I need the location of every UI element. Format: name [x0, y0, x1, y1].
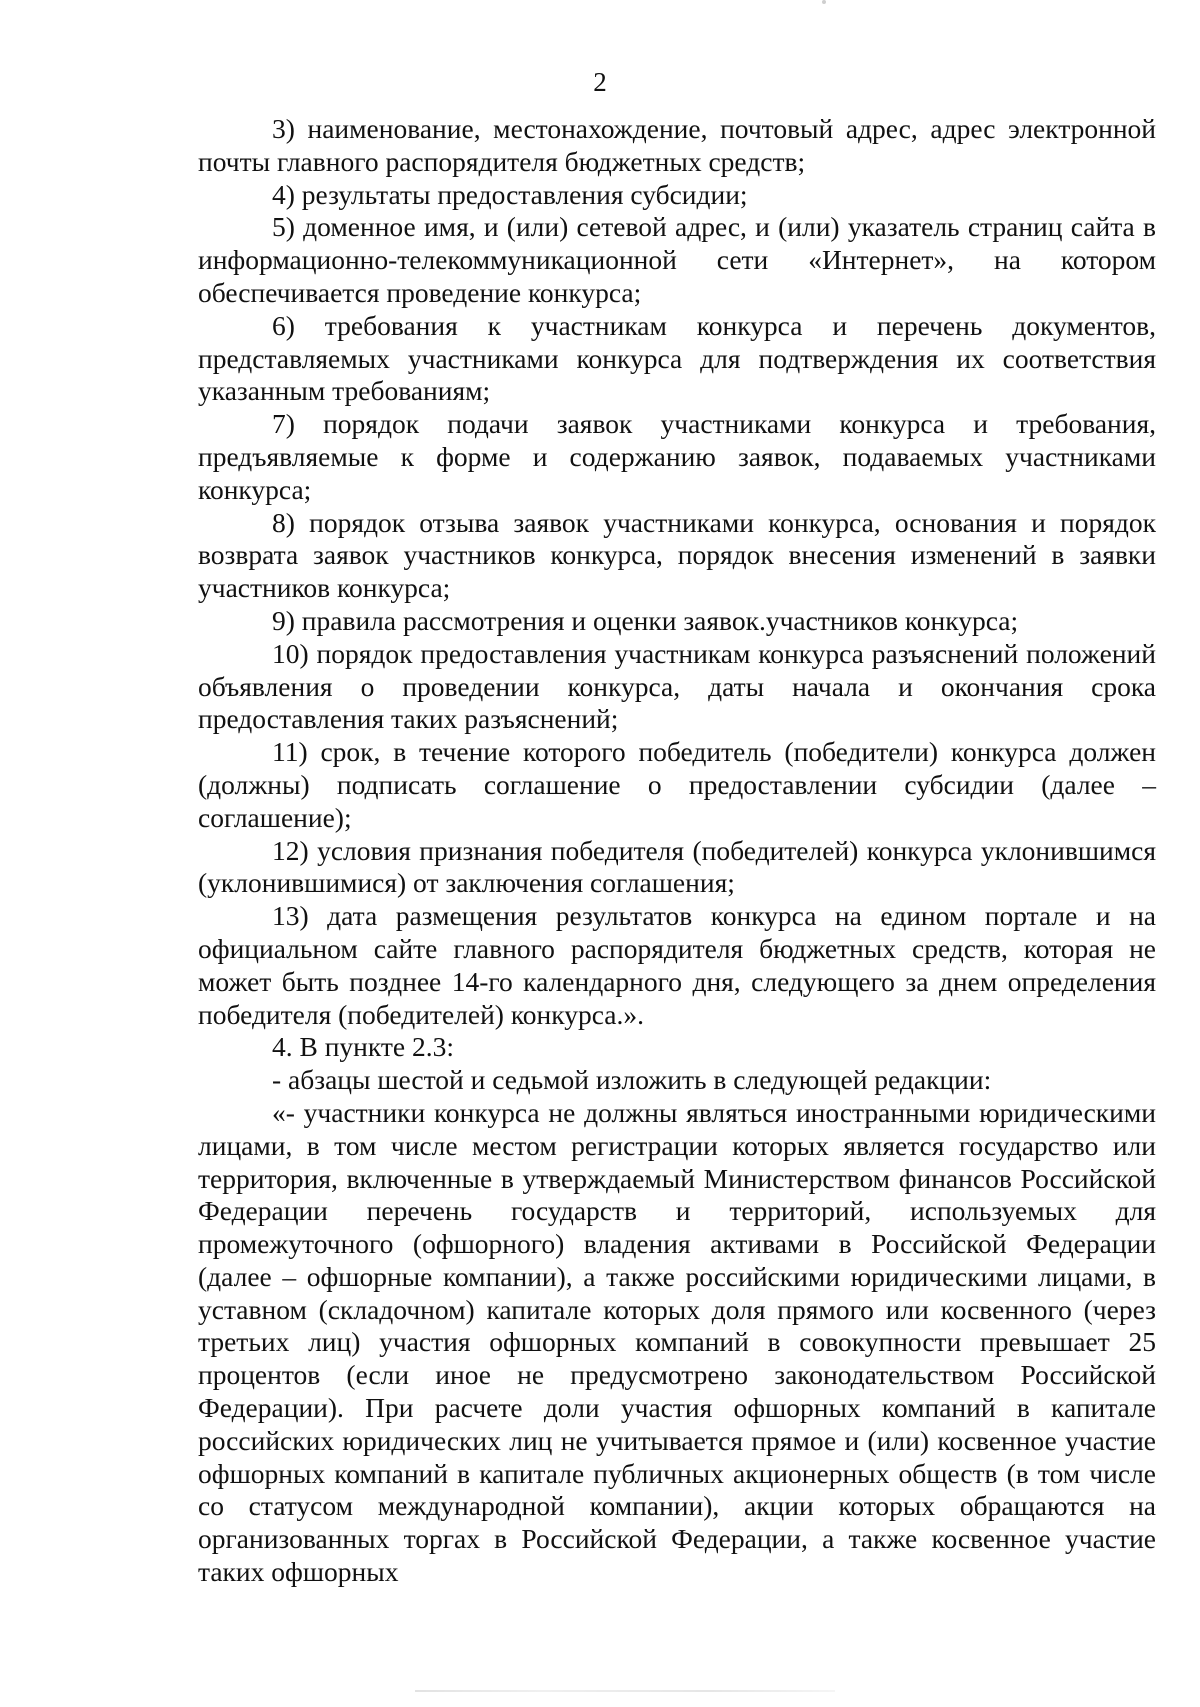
paragraph-item-8: 8) порядок отзыва заявок участниками конкурса, основания и порядок возврата заявок участников конкурса, порядок внесения изменений в заявки участников конкурса; — [198, 506, 1156, 604]
scan-artifact-top — [822, 0, 826, 4]
document-body — [198, 113, 1156, 1589]
paragraph-item-9: 9) правила рассмотрения и оценки заявок.участников конкурса; — [272, 604, 1019, 636]
paragraph-item-13: 13) дата размещения результатов конкурса на едином портале и на официальном сайте главного распорядителя бюджетных средств, которая не может быть позднее 14-го календарного дня, следующего за днем определения победителя (победителей) конкурса.». — [198, 900, 1156, 1030]
paragraph-point-4-heading: 4. В пункте 2.3: — [272, 1031, 455, 1063]
paragraph-item-4: 4) результаты предоставления субсидии; — [272, 178, 748, 210]
page-number: 2 — [593, 67, 607, 97]
paragraph-item-10: 10) порядок предоставления участникам конкурса разъяснений положений объявления о проведении конкурса, даты начала и окончания срока предоставления таких разъяснений; — [198, 637, 1156, 735]
paragraph-amendment-text: «- участники конкурса не должны являться иностранными юридическими лицами, в том числе местом регистрации которых является государство или территория, включенные в утверждаемый Министерством финансов Российской Федерации перечень государств и территорий, используемых для промежуточного (офшорного) владения активами в Российской Федерации (далее – офшорные компании), а также российскими юридическими лицами, в уставном (складочном) капитале которых доля прямого или косвенного (через третьих лиц) участия офшорных компаний в совокупности превышает 25 процентов (если иное не предусмотрено законодательством Российской Федерации). При расчете доли участия офшорных компаний в капитале российских юридических лиц не учитывается прямое и (или) косвенное участие офшорных компаний в капитале публичных акционерных обществ (в том числе со статусом международной компании), акции которых обращаются на организованных торгах в Российской Федерации, а также косвенное участие таких офшорных — [198, 1096, 1156, 1588]
paragraph-item-5: 5) доменное имя, и (или) сетевой адрес, и (или) указатель страниц сайта в информационно-телекоммуникационной сети «Интернет», на котором обеспечивается проведение конкурса; — [198, 211, 1156, 308]
paragraph-item-3: 3) наименование, местонахождение, почтовый адрес, адрес электронной почты главного распорядителя бюджетных средств; — [198, 113, 1156, 177]
scan-artifact-bottom — [415, 1690, 835, 1692]
paragraph-item-7: 7) порядок подачи заявок участниками конкурса и требования, предъявляемые к форме и содержанию заявок, подаваемых участниками конкурса; — [198, 408, 1156, 505]
paragraph-amendment-intro: - абзацы шестой и седьмой изложить в следующей редакции: — [272, 1064, 992, 1096]
paragraph-item-12: 12) условия признания победителя (победителей) конкурса уклонившимся (уклонившимися) от заключения соглашения; — [198, 834, 1156, 899]
paragraph-item-6: 6) требования к участникам конкурса и перечень документов, представляемых участниками конкурса для подтверждения их соответствия указанным требованиям; — [198, 309, 1156, 407]
paragraph-item-11: 11) срок, в течение которого победитель (победители) конкурса должен (должны) подписать соглашение о предоставлении субсидии (далее – соглашение); — [198, 736, 1156, 833]
